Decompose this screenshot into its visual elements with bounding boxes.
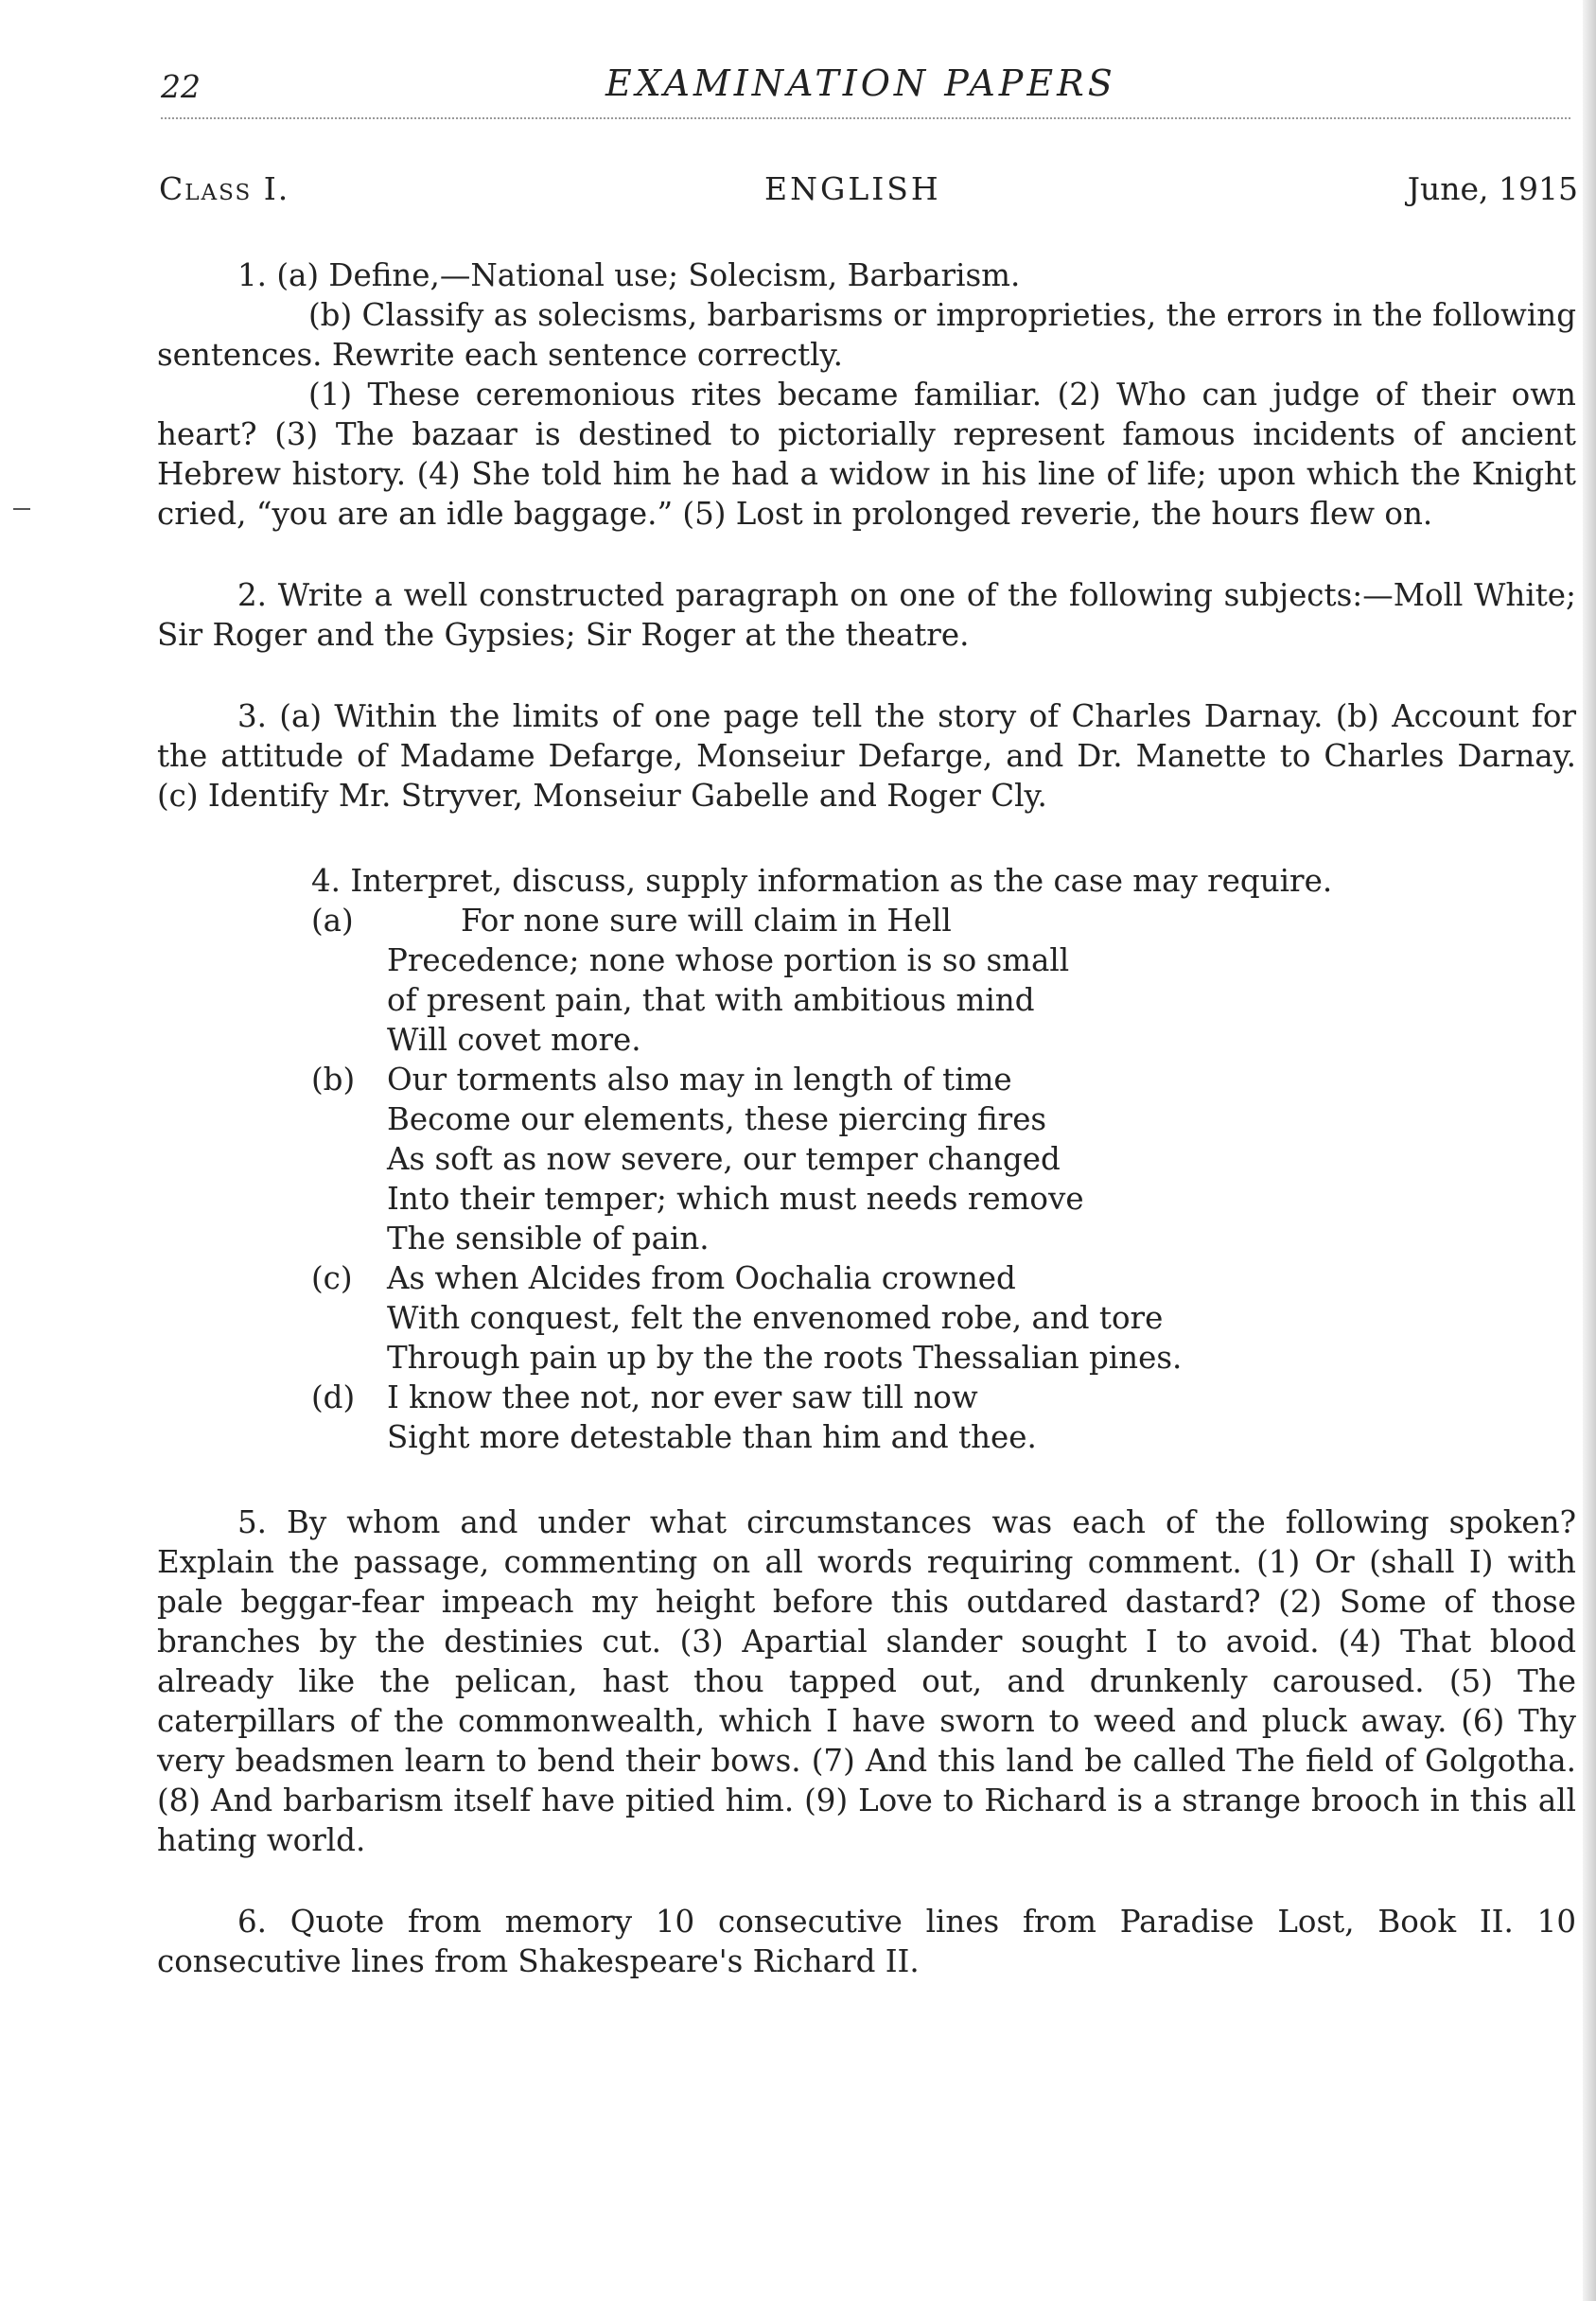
verse-line: Sight more detestable than him and thee. — [387, 1419, 1037, 1455]
verse-line: Our torments also may in length of time — [387, 1062, 1012, 1098]
question-1a: 1. (a) Define,—National use; Solecism, Barbarism. — [237, 257, 1021, 293]
verse-line: I know thee not, nor ever saw till now — [387, 1379, 978, 1415]
class-label: Class I. — [159, 170, 290, 207]
question-1-sentences: (1) These ceremonious rites became familiar. (2) Who can judge of their own heart? (3) The bazaar is destined to pictorially represent famous incidents of ancient Hebrew history. (4) She told him he had a widow in his line of life; upon which the Knight cried, “you are an idle baggage.” (5) Lost in prolonged reverie, the hours flew on. — [157, 377, 1576, 532]
passage-d — [157, 1378, 1576, 1457]
header-rule — [161, 117, 1570, 119]
question-1 — [157, 255, 1576, 534]
question-6: 6. Quote from memory 10 consecutive lines from Paradise Lost, Book II. 10 consecutive lines from Shakespeare's Richard II. — [157, 1904, 1576, 1979]
running-title: EXAMINATION PAPERS — [605, 62, 1116, 104]
verse-line: Precedence; none whose portion is so small — [387, 942, 1070, 978]
page-number: 22 — [161, 68, 201, 105]
exam-date: June, 1915 — [1407, 170, 1578, 207]
questions — [157, 255, 1576, 1981]
verse-line: Through pain up by the the roots Thessalian pines. — [387, 1340, 1183, 1376]
passage-label: (a) — [311, 903, 354, 939]
verse-line: As when Alcides from Oochalia crowned — [387, 1260, 1016, 1296]
question-1b: (b) Classify as solecisms, barbarisms or improprieties, the errors in the following sentences. Rewrite each sentence correctly. — [157, 297, 1576, 373]
question-5: 5. By whom and under what circumstances was each of the following spoken? Explain the passage, commenting on all words requiring comment. (1) Or (shall I) with pale beggar-fear impeach my height before this outdared dastard? (2) Some of those branches by the destinies cut. (3) Apartial slander sought I to avoid. (4) That blood already like the pelican, hast thou tapped out, and drunkenly caroused. (5) The caterpillars of the commonwealth, which I have sworn to weed and pluck away. (6) Thy very beadsmen learn to bend their bows. (7) And this land be called The field of Golgotha. (8) And barbarism itself have pitied him. (9) Love to Richard is a strange brooch in this all hating world. — [157, 1504, 1576, 1858]
passage-a — [157, 901, 1576, 1060]
verse-line: For none sure will claim in Hell — [461, 903, 952, 939]
running-head — [161, 62, 1580, 104]
verse-line: Into their temper; which must needs remove — [387, 1181, 1084, 1217]
exam-heading — [159, 170, 1578, 212]
question-3: 3. (a) Within the limits of one page tell the story of Charles Darnay. (b) Account for the attitude of Madame Defarge, Monseiur Defarge, and Dr. Manette to Charles Darnay. (c) Identify Mr. Stryver, Monseiur Gabelle and Roger Cly. — [157, 698, 1576, 814]
question-4 — [157, 861, 1576, 1457]
verse-line: of present pain, that with ambitious mind — [387, 982, 1035, 1018]
page-edge-shadow — [1583, 0, 1596, 2301]
passage-c — [157, 1258, 1576, 1378]
passage-label: (c) — [311, 1260, 353, 1296]
question-4-intro: 4. Interpret, discuss, supply information as the case may require. — [311, 863, 1333, 899]
passage-label: (b) — [311, 1062, 356, 1098]
verse-line: The sensible of pain. — [387, 1221, 710, 1256]
passage-label: (d) — [311, 1379, 356, 1415]
verse-line: Will covet more. — [387, 1022, 641, 1058]
subject-title: ENGLISH — [764, 170, 941, 207]
margin-mark — [13, 508, 30, 510]
passage-b — [157, 1060, 1576, 1258]
verse-line: Become our elements, these piercing fires — [387, 1101, 1047, 1137]
verse-line: As soft as now severe, our temper changed — [387, 1141, 1061, 1177]
question-2: 2. Write a well constructed paragraph on one of the following subjects:—Moll White; Sir Roger and the Gypsies; Sir Roger at the theatre. — [157, 577, 1576, 653]
verse-line: With conquest, felt the envenomed robe, and tore — [387, 1300, 1164, 1336]
